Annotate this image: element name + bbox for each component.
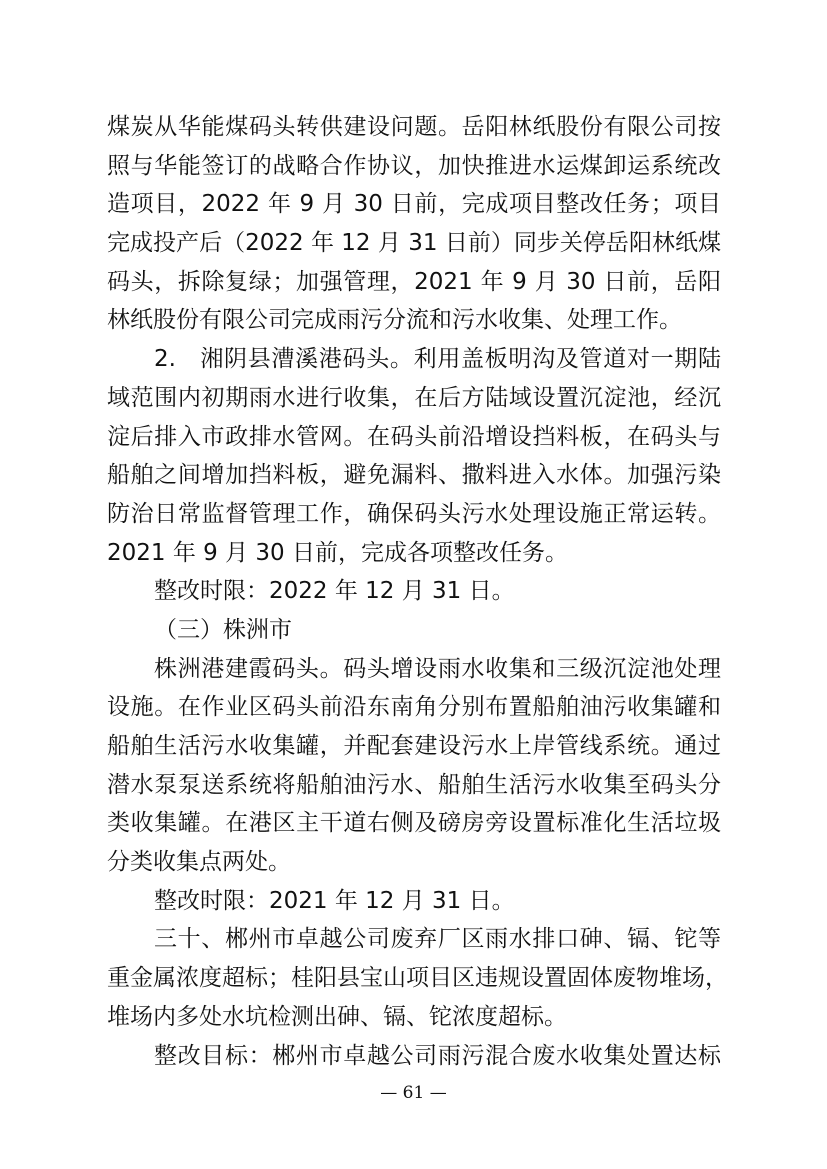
- text-line: 煤炭从华能煤码头转供建设问题。岳阳林纸股份有限公司按: [107, 114, 721, 140]
- text-line: 2021 年 9 月 30 日前，完成各项整改任务。: [107, 539, 568, 566]
- text-line: （三）株洲市: [154, 616, 292, 643]
- text-line: 码头，拆除复绿；加强管理，2021 年 9 月 30 日前，岳阳: [107, 268, 721, 295]
- document-body: [107, 108, 728, 1075]
- text-line: 船舶之间增加挡料板，避免漏料、撒料进入水体。加强污染: [107, 462, 721, 489]
- text-line: 林纸股份有限公司完成雨污分流和污水收集、处理工作。: [107, 307, 682, 334]
- text-line: 分类收集点两处。: [107, 849, 291, 876]
- text-line: 船舶生活污水收集罐，并配套建设污水上岸管线系统。通过: [107, 733, 721, 759]
- text-line: 防治日常监督管理工作，确保码头污水处理设施正常运转。: [107, 500, 721, 527]
- text-line: 整改目标：郴州市卓越公司雨污混合废水收集处置达标: [154, 1042, 721, 1069]
- page-number: — 61 —: [380, 1083, 447, 1103]
- text-line: 整改时限：2022 年 12 月 31 日。: [154, 578, 515, 605]
- text-line: 重金属浓度超标；桂阳县宝山项目区违规设置固体废物堆场，: [107, 965, 728, 992]
- text-line: 整改时限：2021 年 12 月 31 日。: [154, 887, 515, 914]
- text-line: 堆场内多处水坑检测出砷、镉、铊浓度超标。: [107, 1003, 567, 1030]
- text-line: 域范围内初期雨水进行收集，在后方陆域设置沉淀池，经沉: [107, 384, 721, 411]
- text-line: 潜水泵泵送系统将船舶油污水、船舶生活污水收集至码头分: [107, 771, 721, 798]
- text-line: 株洲港建霞码头。码头增设雨水收集和三级沉淀池处理: [154, 655, 721, 682]
- text-line: 完成投产后（2022 年 12 月 31 日前）同步关停岳阳林纸煤: [107, 230, 721, 257]
- text-line: 照与华能签订的战略合作协议，加快推进水运煤卸运系统改: [107, 152, 721, 179]
- text-line: 2. 湘阴县漕溪港码头。利用盖板明沟及管道对一期陆: [154, 346, 721, 373]
- text-line: 造项目，2022 年 9 月 30 日前，完成项目整改任务；项目: [107, 191, 721, 218]
- text-line: 类收集罐。在港区主干道右侧及磅房旁设置标准化生活垃圾: [107, 810, 721, 837]
- text-line: 三十、郴州市卓越公司废弃厂区雨水排口砷、镉、铊等: [154, 926, 721, 953]
- text-line: 淀后排入市政排水管网。在码头前沿增设挡料板，在码头与: [107, 423, 721, 450]
- text-line: 设施。在作业区码头前沿东南角分别布置船舶油污收集罐和: [107, 694, 721, 721]
